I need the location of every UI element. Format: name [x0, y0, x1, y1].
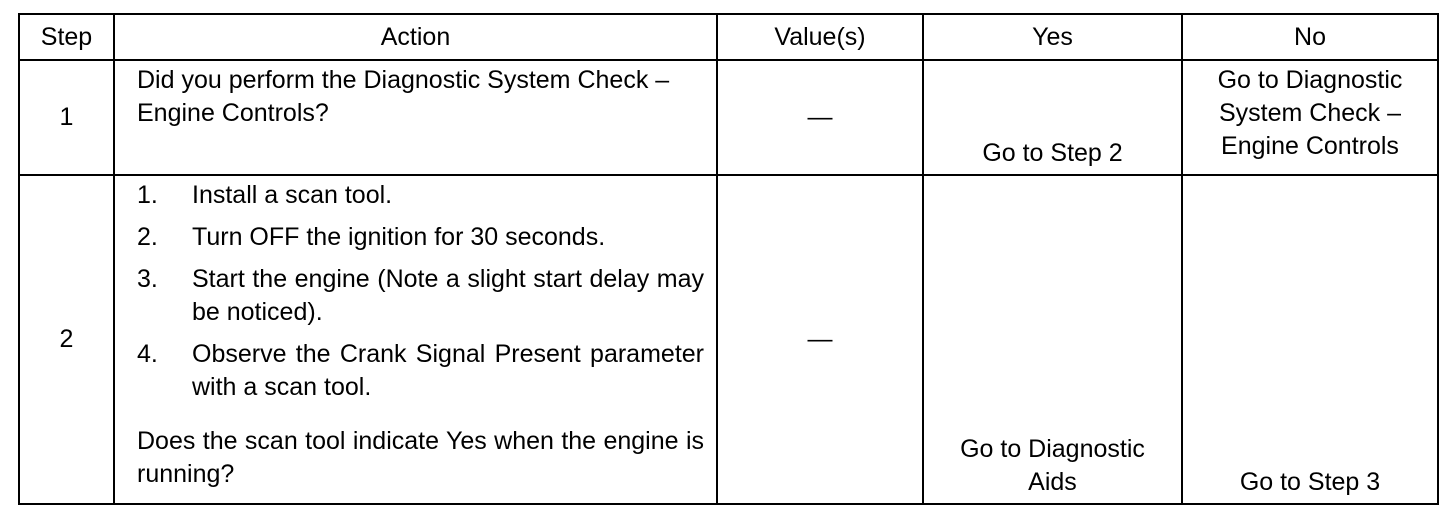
action-text: Did you perform the Diagnostic System Check – Engine Controls?: [137, 66, 670, 127]
item-number: 2.: [137, 223, 158, 251]
table-row: [19, 175, 1438, 504]
action-cell: [114, 60, 717, 175]
value-cell: —: [717, 60, 923, 175]
diagnostic-table: [18, 13, 1439, 505]
item-text: Install a scan tool.: [192, 181, 393, 209]
yes-cell: Go to Step 2: [923, 60, 1182, 175]
step-number: 1: [19, 60, 114, 175]
question-text: Does the scan tool indicate Yes when the engine is running?: [137, 427, 704, 488]
header-row: [19, 14, 1438, 60]
item-number: 4.: [137, 340, 158, 368]
list-item: [137, 221, 704, 254]
item-text: Turn OFF the ignition for 30 seconds.: [192, 223, 606, 251]
item-number: 1.: [137, 181, 158, 209]
yes-cell: Go to Diagnostic Aids: [923, 175, 1182, 504]
step-number: 2: [19, 175, 114, 504]
no-cell: Go to Diagnostic System Check – Engine Controls: [1182, 60, 1438, 175]
action-header: Action: [114, 14, 717, 60]
item-text: Observe the Crank Signal Present parameter with a scan tool.: [192, 340, 704, 401]
action-cell: [114, 175, 717, 504]
list-item: [137, 263, 704, 329]
value-cell: —: [717, 175, 923, 504]
table-row: [19, 60, 1438, 175]
no-header: No: [1182, 14, 1438, 60]
item-text: Start the engine (Note a slight start delay may be noticed).: [192, 265, 704, 326]
action-step-list: [137, 179, 704, 404]
item-number: 3.: [137, 265, 158, 293]
step-header: Step: [19, 14, 114, 60]
values-header: Value(s): [717, 14, 923, 60]
list-item: [137, 338, 704, 404]
yes-header: Yes: [923, 14, 1182, 60]
no-cell: Go to Step 3: [1182, 175, 1438, 504]
list-item: [137, 179, 704, 212]
